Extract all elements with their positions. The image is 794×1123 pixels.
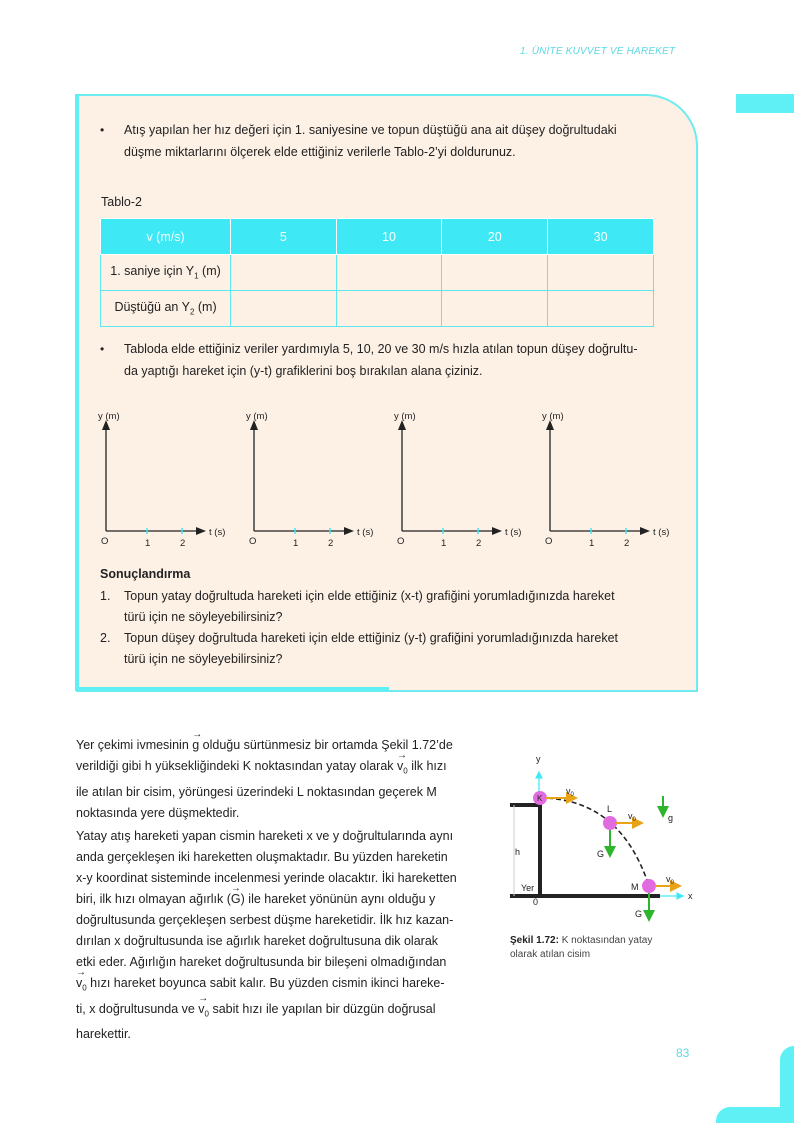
paragraph-1-line: verildiği gibi h yüksekliğindeki K noktasından yatay olarak → $v_0$ ilk hızı [76,756,453,782]
figure-l-label: L [607,804,613,814]
table-cell-empty[interactable] [231,255,337,291]
graph-tick-label: 1 [145,538,151,548]
figure-m-label: M [631,882,639,892]
panel-bottom-bar [75,687,389,691]
paragraph-2-line: biri, ilk hızı olmayan ağırlık (→ G) ile hareket yönünün aynı olduğu y [76,889,457,910]
graph-y-label: y (m) [246,411,268,422]
blank-y-t-graph [540,408,675,548]
table-header-cell: v (m/s) [101,219,231,255]
question-1-number: 1. [100,589,111,603]
conclusion-title: Sonuçlandırma [100,567,191,581]
table-title: Tablo-2 [101,195,142,209]
figure-gravity-label: g [668,813,674,823]
figure-caption [510,934,652,962]
figure-k-label: K [537,794,543,803]
paragraph-1-line: ile atılan bir cisim, yörüngesi üzerindeki L noktasından geçerek M [76,784,437,799]
graph-x-arrow [492,527,502,535]
paragraph-2-line: etki eder. Ağırlığın hareket doğrultusunda bir bileşeni olmadığından [76,955,447,969]
table-header-row [101,219,654,255]
graph-tick-label: 1 [589,538,595,548]
blank-y-t-graph [392,408,527,548]
table-cell-empty[interactable] [548,255,654,291]
chapter-header: 1. ÜNİTE KUVVET VE HAREKET [520,46,676,57]
blank-y-t-graph [244,408,379,548]
table-cell-empty[interactable] [336,255,442,291]
graph-tick-label: 2 [624,538,630,548]
graph-origin-label: O [101,536,109,547]
graph-x-arrow [640,527,650,535]
graph-x-arrow [344,527,354,535]
figure-v0-label-k: $v_0$ [566,786,574,798]
paragraph-2-line: Yatay atış hareketi yapan cismin hareketi x ve y doğrultularında aynı [76,829,454,843]
table-header-cell: 20 [442,219,548,255]
graph-x-arrow [196,527,206,535]
table-header-cell: 30 [548,219,654,255]
chapter-tab-marker [736,94,794,113]
graph-y-label: y (m) [98,411,120,422]
bullet-2-line-2: da yaptığı hareket için (y-t) grafiklerini boş bırakılan alana çiziniz. [124,364,483,378]
corner-accent-horizontal [716,1107,794,1123]
paragraph-2 [76,826,457,1045]
blank-y-t-graph [96,408,231,548]
table-row [101,255,654,291]
table-cell-empty[interactable] [231,291,337,327]
graph-y-label: y (m) [542,411,564,422]
graph-x-label: t (s) [653,527,670,538]
table-header-cell: 5 [231,219,337,255]
figure-v0-label-m: $v_0$ [666,874,674,886]
figure-yer-label: Yer [521,883,535,893]
graph-tick-label: 2 [328,538,334,548]
figure-zero-label: 0 [533,897,539,907]
question-1-line-1: Topun yatay doğrultuda hareketi için elde ettiğiniz (x-t) grafiğini yorumladığınızda hareket [124,589,615,603]
trajectory-path [540,798,649,886]
page-number: 83 [676,1046,690,1060]
table-cell-empty[interactable] [336,291,442,327]
data-table [100,218,654,327]
graph-tick-label: 2 [476,538,482,548]
paragraph-2-line: anda gerçekleşen iki hareketten oluşmaktadır. Bu yüzden hareketin [76,850,448,864]
ball-l [603,816,617,830]
question-2-number: 2. [100,631,111,645]
graph-x-label: t (s) [209,527,226,538]
paragraph-1 [76,735,453,824]
figure-x-label: x [688,891,693,901]
table-row-label: Düştüğü an $Y_2$ (m) [101,291,231,327]
figure-g-label-m: G [635,909,643,919]
table-cell-empty[interactable] [548,291,654,327]
paragraph-2-line: → $v_0$ hızı hareket boyunca sabit kalır. Bu yüzden cismin ikinci hareke- [76,973,457,999]
graph-x-label: t (s) [357,527,374,538]
table-cell-empty[interactable] [442,291,548,327]
table-cell-empty[interactable] [442,255,548,291]
graph-tick-label: 1 [441,538,447,548]
paragraph-2-line: x-y koordinat sisteminde incelenmesi yerinde olacaktır. İki hareketten [76,871,457,885]
figure-y-label: y [536,754,541,764]
question-2-line-1: Topun düşey doğrultuda hareketi için elde ettiğiniz (y-t) grafiğini yorumladığınızda hareket [124,631,619,645]
table-row-label: 1. saniye için $Y_1$ (m) [101,255,231,291]
graph-x-label: t (s) [505,527,522,538]
paragraph-1-line: noktasında yere düşmektedir. [76,805,240,820]
caption-line-2: olarak atılan cisim [510,949,591,960]
question-1-line-2: türü için ne söyleyebilirsiniz? [124,610,283,624]
projectile-figure [500,748,710,928]
figure-v0-label-l: $v_0$ [628,811,636,823]
graph-tick-label: 1 [293,538,299,548]
figure-h-label: h [515,847,521,857]
paragraph-2-line: doğrultusunda gerçekleşen serbest düşme hareketidir. İlk hız kazan- [76,913,454,927]
graph-tick-label: 2 [180,538,186,548]
paragraph-1-line: Yer çekimi ivmesinin → g olduğu sürtünmesiz bir ortamda Şekil 1.72’de [76,735,453,756]
bullet-1-line-2: düşme miktarlarını ölçerek elde ettiğiniz verilerle Tablo-2’yi doldurunuz. [124,145,516,159]
ball-m [642,879,656,893]
graph-origin-label: O [545,536,553,547]
question-2-line-2: türü için ne söyleyebilirsiniz? [124,652,283,666]
table-row [101,291,654,327]
paragraph-2-line: ti, x doğrultusunda ve → $v_0$ sabit hızı ile yapılan bir düzgün doğrusal [76,999,457,1025]
panel-left-bar [75,94,79,690]
table-header-cell: 10 [336,219,442,255]
bullet-1-line-1: Atış yapılan her hız değeri için 1. saniyesine ve topun düştüğü ana ait düşey doğrultudaki [124,123,617,137]
paragraph-2-line: harekettir. [76,1027,131,1041]
graph-origin-label: O [249,536,257,547]
bullet-2-line-1: Tabloda elde ettiğiniz veriler yardımıyla 5, 10, 20 ve 30 m/s hızla atılan topun düşey doğrultu- [124,342,638,356]
figure-g-label-l: G [597,849,605,859]
graph-origin-label: O [397,536,405,547]
paragraph-2-line: dırılan x doğrultusunda ise ağırlık hareket doğrultusuna dik olarak [76,934,439,948]
caption-line-1: Şekil 1.72: K noktasından yatay [510,935,653,946]
graph-y-label: y (m) [394,411,416,422]
